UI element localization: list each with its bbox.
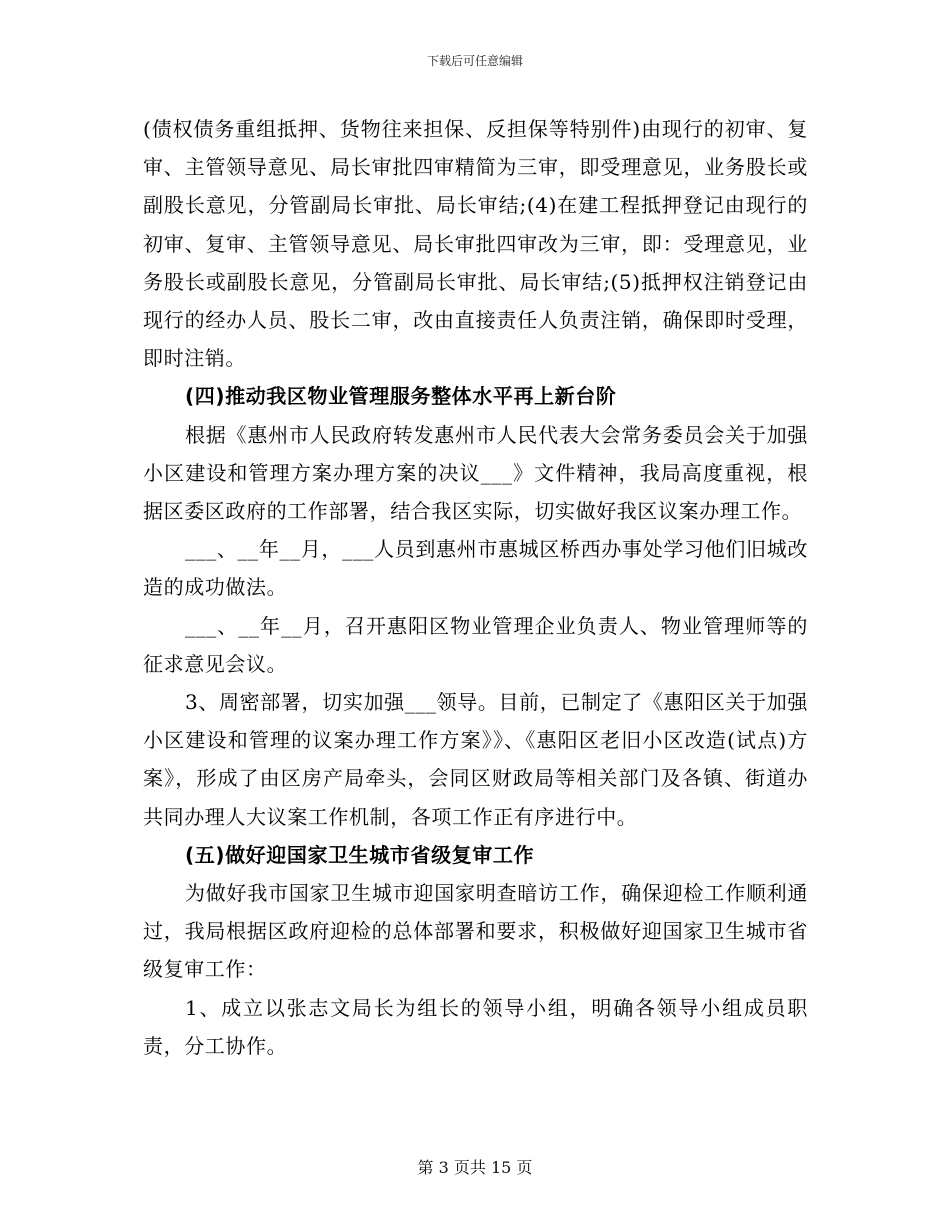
- page-number-footer: 第 3 页共 15 页: [417, 1158, 533, 1177]
- paragraph: 根据《惠州市人民政府转发惠州市人民代表大会常务委员会关于加强小区建设和管理方案办理方案的决议___》文件精神，我局高度重视，根据区委区政府的工作部署，结合我区实际，切实做好我区议案办理工作。: [143, 422, 808, 524]
- paragraph-continuation: (债权债务重组抵押、货物往来担保、反担保等特别件)由现行的初审、复审、主管领导意见、局长审批四审精简为三审，即受理意见，业务股长或副股长意见，分管副局长审批、局长审结;(4)在建工程抵押登记由现行的初审、复审、主管领导意见、局长审批四审改为三审，即：受理意见，业务股长或副股长意见，分管副局长审批、局长审结;(5)抵押权注销登记由现行的经办人员、股长二审，改由直接责任人负责注销，确保即时受理，即时注销。: [143, 117, 808, 371]
- paragraph: 1、成立以张志文局长为组长的领导小组，明确各领导小组成员职责，分工协作。: [143, 995, 808, 1058]
- paragraph: ___、__年__月，召开惠阳区物业管理企业负责人、物业管理师等的征求意见会议。: [143, 613, 808, 676]
- paragraph: 3、周密部署，切实加强___领导。目前，已制定了《惠阳区关于加强小区建设和管理的议案办理工作方案》》、《惠阳区老旧小区改造(试点)方案》，形成了由区房产局牵头，会同区财政局等相关部门及各镇、街道办共同办理人大议案工作机制，各项工作正有序进行中。: [143, 690, 808, 829]
- page-header-note: 下载后可任意编辑: [426, 54, 523, 68]
- document-body: [143, 110, 808, 1065]
- section-heading-5: (五)做好迎国家卫生城市省级复审工作: [185, 842, 535, 867]
- section-heading-4: (四)推动我区物业管理服务整体水平再上新台阶: [185, 384, 617, 409]
- paragraph: 为做好我市国家卫生城市迎国家明查暗访工作，确保迎检工作顺利通过，我局根据区政府迎检的总体部署和要求，积极做好迎国家卫生城市省级复审工作：: [143, 881, 808, 982]
- paragraph: ___、__年__月，___人员到惠州市惠城区桥西办事处学习他们旧城改造的成功做法。: [143, 537, 808, 600]
